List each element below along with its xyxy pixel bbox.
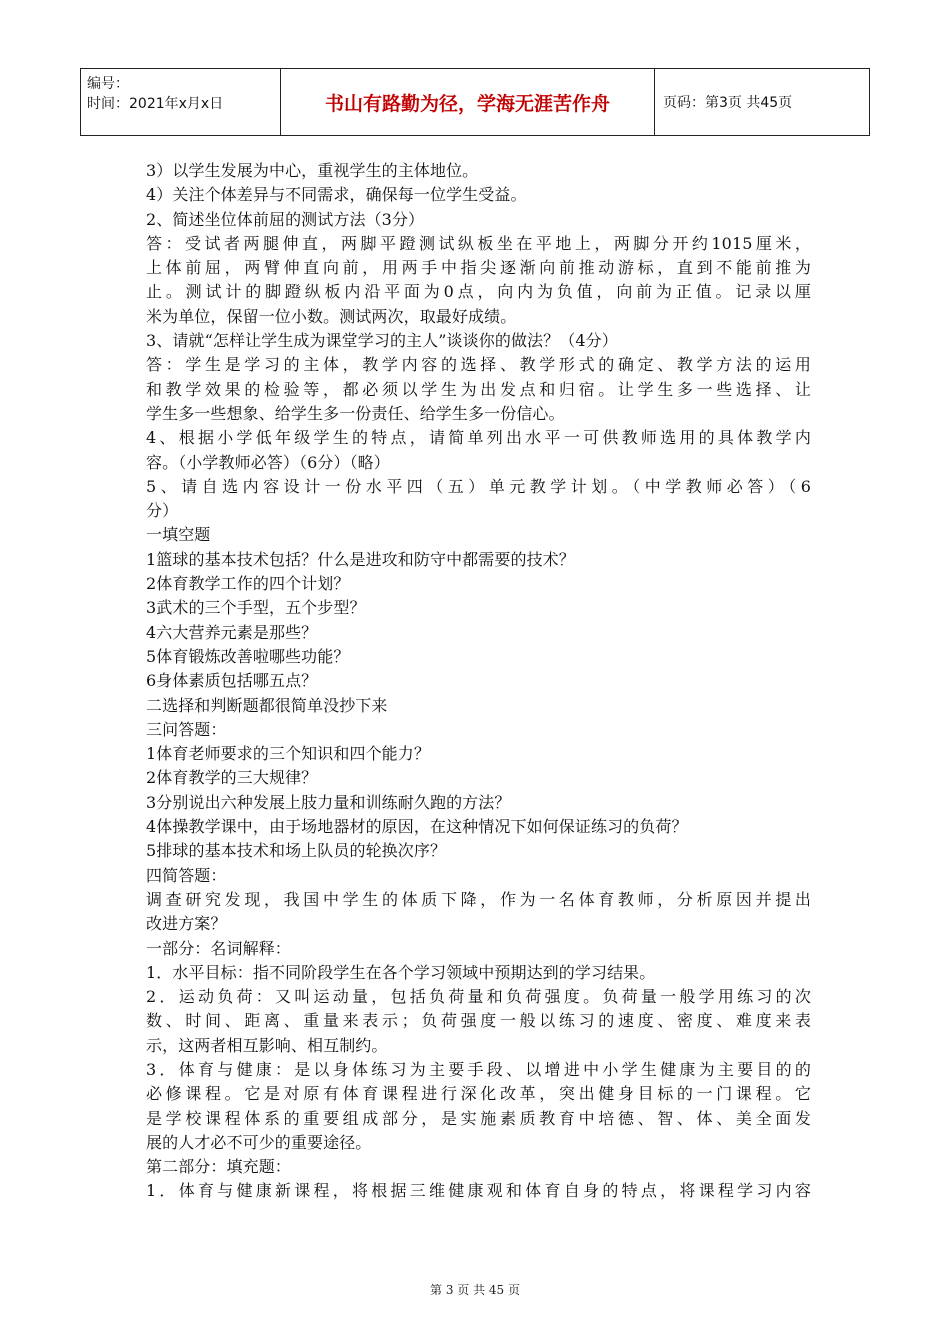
text-line: 止。测试计的脚蹬纵板内沿平面为0点，向内为负值，向前为正值。记录以厘 (146, 282, 811, 302)
text-line: 3武术的三个手型，五个步型？ (146, 598, 366, 618)
text-line: 5体育锻炼改善啦哪些功能？ (146, 646, 350, 666)
text-line: 一填空题 (146, 525, 211, 545)
text-line: 是学校课程体系的重要组成部分，是实施素质教育中培德、智、体、美全面发 (146, 1108, 811, 1128)
text-line: 答：学生是学习的主体，教学内容的选择、教学形式的确定、教学方法的运用 (146, 355, 811, 375)
text-line: 第二部分：填充题： (146, 1157, 291, 1177)
text-line: 四简答题： (146, 865, 227, 885)
document-number-label: 编号： (87, 76, 129, 92)
text-line: 4）关注个体差异与不同需求，确保每一位学生受益。 (146, 185, 527, 205)
text-line: 3．体育与健康：是以身体练习为主要手段、以增进中小学生健康为主要目的的 (146, 1059, 811, 1079)
text-line: 1．水平目标：指不同阶段学生在各个学习领域中预期达到的学习结果。 (146, 962, 656, 982)
page-header (80, 68, 870, 136)
header-motto: 书山有路勤为径，学海无涯苦作舟 (281, 69, 655, 135)
document-body (146, 159, 811, 1204)
header-page-info: 页码：第3页 共45页 (663, 95, 793, 111)
text-line: 改进方案？ (146, 914, 227, 934)
text-line: 一部分：名词解释： (146, 938, 291, 958)
text-line: 展的人才必不可少的重要途径。 (146, 1132, 372, 1152)
text-line: 学生多一些想象、给学生多一份责任、给学生多一份信心。 (146, 403, 565, 423)
text-line: 6身体素质包括哪五点？ (146, 671, 318, 691)
text-line: 米为单位，保留一位小数。测试两次，取最好成绩。 (146, 306, 517, 326)
text-line: 2、简述坐位体前屈的测试方法（3分） (146, 209, 425, 229)
text-line: 3分别说出六种发展上肢力量和训练耐久跑的方法？ (146, 792, 511, 812)
page-footer: 第 3 页 共 45 页 (430, 1283, 520, 1297)
text-line: 4、根据小学低年级学生的特点，请简单列出水平一可供教师选用的具体教学内 (146, 428, 811, 448)
text-line: 2体育教学的三大规律？ (146, 768, 318, 788)
text-line: 二选择和判断题都很简单没抄下来 (146, 695, 388, 715)
text-line: 数、时间、距离、重量来表示；负荷强度一般以练习的速度、密度、难度来表 (146, 1011, 811, 1031)
text-line: 3、请就“怎样让学生成为课堂学习的主人”谈谈你的做法？（4分） (146, 331, 618, 351)
text-line: 示，这两者相互影响、相互制约。 (146, 1035, 388, 1055)
text-line: 必修课程。它是对原有体育课程进行深化改革，突出健身目标的一门课程。它 (146, 1084, 811, 1104)
text-line: 三问答题： (146, 719, 227, 739)
text-line: 容。（小学教师必答）（6分）（略） (146, 452, 390, 472)
text-line: 3）以学生发展为中心，重视学生的主体地位。 (146, 161, 479, 180)
document-date: 时间：2021年x月x日 (87, 96, 224, 112)
text-line: 5排球的基本技术和场上队员的轮换次序？ (146, 841, 447, 861)
text-line: 分） (146, 501, 179, 521)
text-line: 调查研究发现，我国中学生的体质下降，作为一名体育教师，分析原因并提出 (146, 889, 811, 909)
text-line: 1体育老师要求的三个知识和四个能力？ (146, 744, 430, 764)
text-line: 2体育教学工作的四个计划？ (146, 574, 350, 594)
text-line: 上体前屈，两臂伸直向前，用两手中指尖逐渐向前推动游标，直到不能前推为 (146, 258, 811, 278)
text-line: 4六大营养元素是那些？ (146, 622, 318, 642)
text-line: 答：受试者两腿伸直，两脚平蹬测试纵板坐在平地上，两脚分开约1015厘米， (146, 233, 811, 253)
text-line: 和教学效果的检验等，都必须以学生为出发点和归宿。让学生多一些选择、让 (146, 379, 811, 399)
text-line: 1．体育与健康新课程，将根据三维健康观和体育自身的特点，将课程学习内容 (146, 1181, 811, 1201)
text-line: 1篮球的基本技术包括？什么是进攻和防守中都需要的技术？ (146, 549, 575, 569)
header-meta (81, 69, 281, 135)
text-line: 4体操教学课中，由于场地器材的原因，在这种情况下如何保证练习的负荷？ (146, 817, 688, 837)
text-line: 2．运动负荷：又叫运动量，包括负荷量和负荷强度。负荷量一般学用练习的次 (146, 987, 811, 1007)
text-line: 5、请自选内容设计一份水平四（五）单元教学计划。（中学教师必答）（6 (146, 476, 811, 496)
